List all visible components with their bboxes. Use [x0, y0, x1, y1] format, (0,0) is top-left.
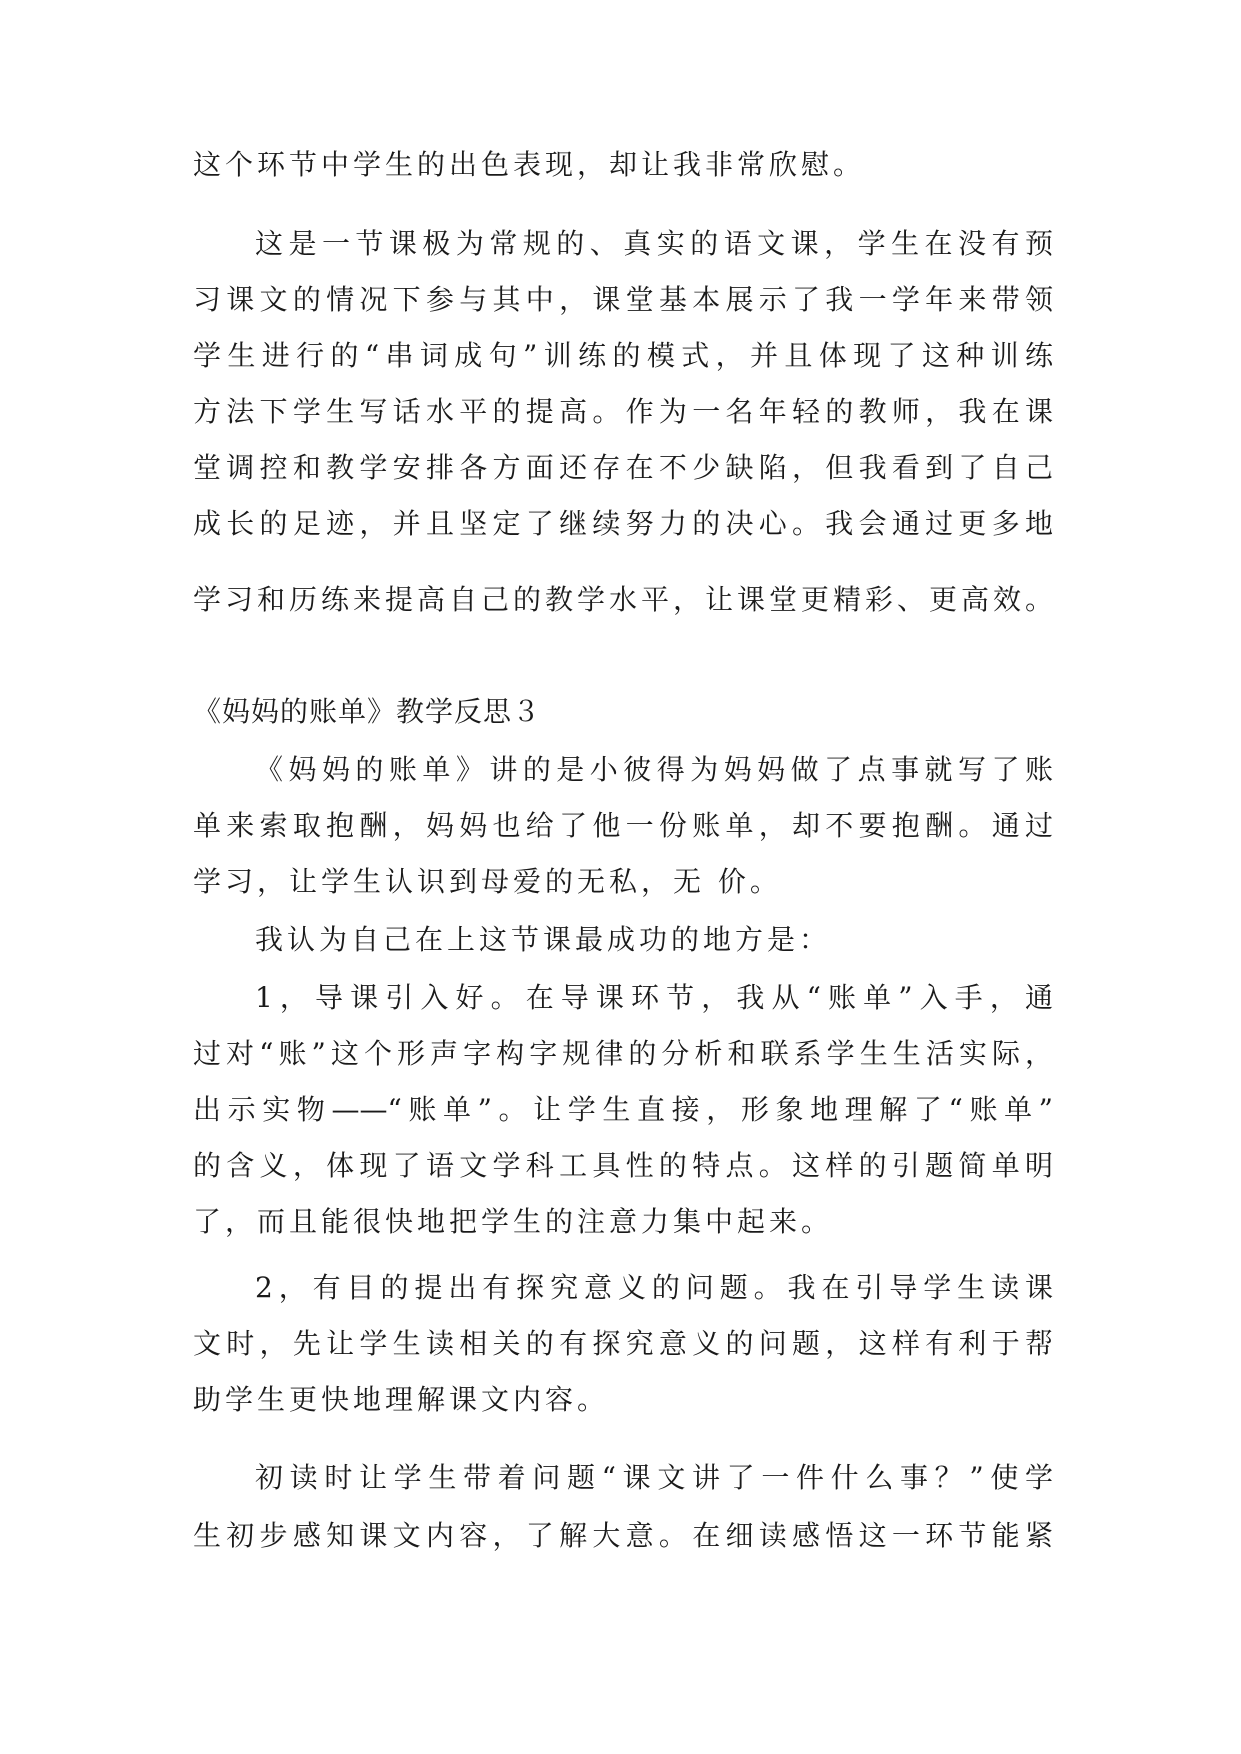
- text-line: 了，而且能很快地把学生的注意力集中起来。: [193, 1205, 834, 1238]
- text-line: 学习，让学生认识到母爱的无私，无 价。: [193, 865, 782, 898]
- text-line: 初读时让学生带着问题“课文讲了一件什么事？”使学: [255, 1461, 1053, 1494]
- text-line: 1，导课引入好。在导课环节，我从“账单”入手，通: [255, 981, 1053, 1014]
- text-line: 学习和历练来提高自己的教学水平，让课堂更精彩、更高效。: [193, 583, 1053, 616]
- text-line: 的含义，体现了语文学科工具性的特点。这样的引题简单明: [193, 1149, 1053, 1182]
- text-line: 习课文的情况下参与其中，课堂基本展示了我一学年来带领: [193, 283, 1053, 316]
- text-line: 这是一节课极为常规的、真实的语文课，学生在没有预: [255, 227, 1053, 260]
- text-line: 2，有目的提出有探究意义的问题。我在引导学生读课: [255, 1271, 1053, 1304]
- text-line: 方法下学生写话水平的提高。作为一名年轻的教师，我在课: [193, 395, 1053, 428]
- text-line: 生初步感知课文内容，了解大意。在细读感悟这一环节能紧: [193, 1519, 1053, 1552]
- text-line: 我认为自己在上这节课最成功的地方是：: [255, 923, 832, 956]
- text-line: 单来索取抱酬，妈妈也给了他一份账单，却不要抱酬。通过: [193, 809, 1053, 842]
- text-line: 成长的足迹，并且坚定了继续努力的决心。我会通过更多地: [193, 507, 1053, 540]
- text-line: 学生进行的“串词成句”训练的模式，并且体现了这种训练: [193, 339, 1053, 372]
- text-line: 助学生更快地理解课文内容。: [193, 1383, 610, 1416]
- text-line: 出示实物——“账单”。让学生直接，形象地理解了“账单”: [193, 1093, 1053, 1126]
- text-line: 《妈妈的账单》讲的是小彼得为妈妈做了点事就写了账: [255, 753, 1053, 786]
- text-line: 这个环节中学生的出色表现，却让我非常欣慰。: [193, 148, 866, 181]
- text-line: 堂调控和教学安排各方面还存在不少缺陷，但我看到了自己: [193, 451, 1053, 484]
- section-heading: 《妈妈的账单》教学反思３: [193, 695, 542, 728]
- text-line: 过对“账”这个形声字构字规律的分析和联系学生生活实际，: [193, 1037, 1053, 1070]
- text-line: 文时，先让学生读相关的有探究意义的问题，这样有利于帮: [193, 1327, 1053, 1360]
